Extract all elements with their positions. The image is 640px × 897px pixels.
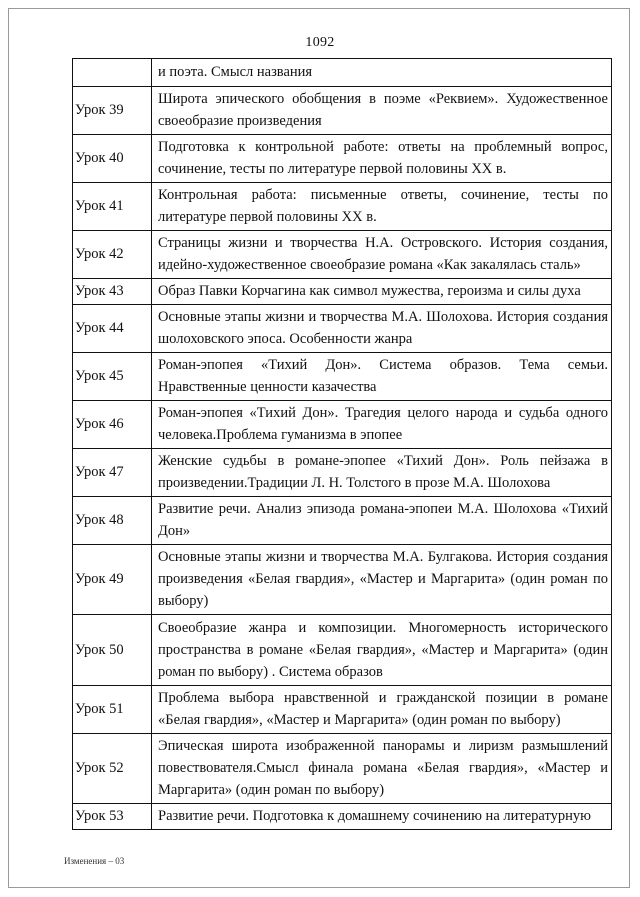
lesson-topic-text: Развитие речи. Анализ эпизода романа-эпопеи М.А. Шолохова «Тихий Дон» bbox=[158, 501, 608, 539]
lesson-number-cell: Урок 41 bbox=[73, 183, 152, 231]
lesson-number-cell: Урок 40 bbox=[73, 135, 152, 183]
lesson-topic-text: Страницы жизни и творчества Н.А. Островского. История создания, идейно-художественное своеобразие романа «Как закалялась сталь» bbox=[158, 235, 608, 273]
lesson-row bbox=[73, 615, 612, 686]
lesson-topic-text: Развитие речи. Подготовка к домашнему сочинению на литературную bbox=[158, 808, 591, 824]
lesson-topic-text: Широта эпического обобщения в поэме «Реквием». Художественное своеобразие произведения bbox=[158, 91, 608, 129]
lesson-number-cell: Урок 48 bbox=[73, 497, 152, 545]
lesson-number-cell: Урок 45 bbox=[73, 353, 152, 401]
lesson-row bbox=[73, 686, 612, 734]
lesson-topic-cell bbox=[152, 545, 612, 615]
lesson-number-cell: Урок 53 bbox=[73, 804, 152, 830]
lesson-row bbox=[73, 545, 612, 615]
lesson-topic-cell bbox=[152, 183, 612, 231]
lesson-number-cell: Урок 39 bbox=[73, 87, 152, 135]
lesson-topic-text: Контрольная работа: письменные ответы, сочинение, тесты по литературе первой половины XX в. bbox=[158, 187, 608, 225]
lesson-topic-cell bbox=[152, 305, 612, 353]
lesson-number-cell: Урок 47 bbox=[73, 449, 152, 497]
lesson-row bbox=[73, 135, 612, 183]
lesson-topic-cell bbox=[152, 231, 612, 279]
lesson-topic-cell bbox=[152, 353, 612, 401]
lesson-number-cell: Урок 52 bbox=[73, 734, 152, 804]
lesson-table bbox=[72, 58, 612, 830]
lesson-topic-cell bbox=[152, 135, 612, 183]
lesson-row bbox=[73, 183, 612, 231]
lesson-number-cell bbox=[73, 59, 152, 87]
lesson-number-cell: Урок 43 bbox=[73, 279, 152, 305]
lesson-topic-text: Роман-эпопея «Тихий Дон». Трагедия целого народа и судьба одного человека.Проблема гуманизма в эпопее bbox=[158, 405, 608, 443]
lesson-row bbox=[73, 87, 612, 135]
lesson-topic-text: Эпическая широта изображенной панорамы и лиризм размышлений повествователя.Смысл финала романа «Белая гвардия», «Мастер и Маргарита» (один роман по выбору) bbox=[158, 738, 608, 798]
lesson-row bbox=[73, 59, 612, 87]
lesson-number-cell: Урок 51 bbox=[73, 686, 152, 734]
lesson-row bbox=[73, 231, 612, 279]
lesson-table-body bbox=[73, 59, 612, 830]
lesson-topic-cell bbox=[152, 734, 612, 804]
lesson-row bbox=[73, 734, 612, 804]
lesson-topic-cell bbox=[152, 87, 612, 135]
lesson-topic-cell bbox=[152, 279, 612, 305]
page-number: 1092 bbox=[305, 35, 335, 50]
lesson-number-cell: Урок 42 bbox=[73, 231, 152, 279]
lesson-topic-cell bbox=[152, 686, 612, 734]
lesson-topic-cell bbox=[152, 59, 612, 87]
lesson-topic-cell bbox=[152, 804, 612, 830]
lesson-row bbox=[73, 449, 612, 497]
lesson-row bbox=[73, 279, 612, 305]
lesson-topic-cell bbox=[152, 497, 612, 545]
lesson-number-cell: Урок 50 bbox=[73, 615, 152, 686]
lesson-topic-cell bbox=[152, 449, 612, 497]
lesson-topic-text: Основные этапы жизни и творчества М.А. Булгакова. История создания произведения «Белая гвардия», «Мастер и Маргарита» (один роман по выбору) bbox=[158, 549, 608, 609]
lesson-topic-text: Основные этапы жизни и творчества М.А. Шолохова. История создания шолоховского эпоса. Особенности жанра bbox=[158, 309, 608, 347]
lesson-row bbox=[73, 305, 612, 353]
lesson-row bbox=[73, 401, 612, 449]
footer-note: Изменения – 03 bbox=[64, 856, 125, 866]
lesson-topic-text: Своеобразие жанра и композиции. Многомерность исторического пространства в романе «Белая гвардия», «Мастер и Маргарита» (один роман по выбору) . Система образов bbox=[158, 619, 608, 680]
lesson-topic-text: Проблема выбора нравственной и гражданской позиции в романе «Белая гвардия», «Мастер и Маргарита» (один роман по выбору) bbox=[158, 690, 608, 728]
lesson-topic-cell bbox=[152, 401, 612, 449]
lesson-row bbox=[73, 497, 612, 545]
lesson-topic-text: Подготовка к контрольной работе: ответы на проблемный вопрос, сочинение, тесты по литературе первой половины XX в. bbox=[158, 139, 608, 177]
lesson-number-cell: Урок 46 bbox=[73, 401, 152, 449]
lesson-number-cell: Урок 49 bbox=[73, 545, 152, 615]
lesson-topic-text: Роман-эпопея «Тихий Дон». Система образов. Тема семьи. Нравственные ценности казачества bbox=[158, 357, 608, 395]
lesson-row bbox=[73, 804, 612, 830]
lesson-topic-cell bbox=[152, 615, 612, 686]
lesson-topic-text: Женские судьбы в романе-эпопее «Тихий Дон». Роль пейзажа в произведении.Традиции Л. Н. Толстого в прозе М.А. Шолохова bbox=[158, 453, 608, 491]
lesson-topic-text: Образ Павки Корчагина как символ мужества, героизма и силы духа bbox=[158, 283, 581, 299]
lesson-row bbox=[73, 353, 612, 401]
lesson-number-cell: Урок 44 bbox=[73, 305, 152, 353]
lesson-topic-text: и поэта. Смысл названия bbox=[158, 64, 313, 80]
